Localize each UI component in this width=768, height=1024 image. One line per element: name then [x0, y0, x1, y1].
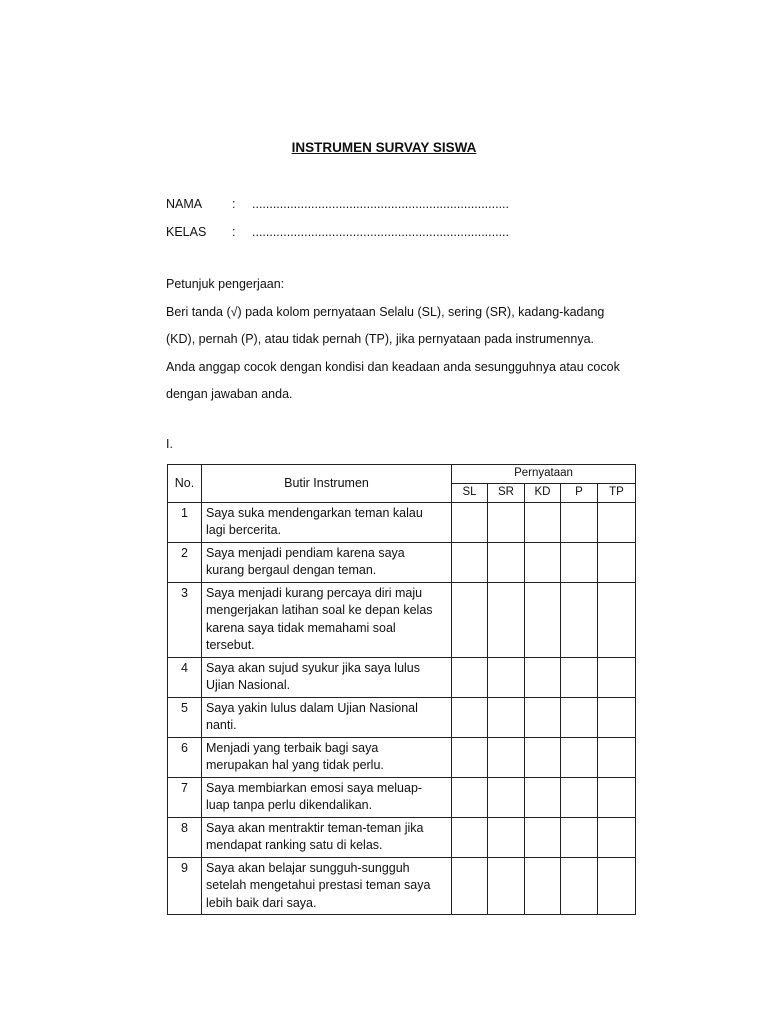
item-statement [202, 817, 452, 857]
answer-cell-sr[interactable] [488, 542, 525, 582]
answer-cell-sr[interactable] [488, 697, 525, 737]
header-choice-p: P [561, 483, 598, 502]
answer-cell-tp[interactable] [598, 777, 636, 817]
instructions-line: dengan jawaban anda. [166, 387, 293, 401]
item-statement-line: lebih baik dari saya. [206, 895, 317, 910]
header-choice-tp: TP [598, 483, 636, 502]
answer-cell-tp[interactable] [598, 697, 636, 737]
item-statement-line: tersebut. [206, 638, 255, 652]
answer-cell-sl[interactable] [452, 697, 488, 737]
header-choice-kd: KD [525, 483, 561, 502]
answer-cell-kd[interactable] [525, 817, 561, 857]
item-statement-line: setelah mengetahui prestasi teman saya [206, 878, 431, 892]
answer-cell-kd[interactable] [525, 657, 561, 697]
answer-cell-p[interactable] [561, 857, 598, 915]
answer-cell-kd[interactable] [525, 777, 561, 817]
name-blank: .......................................................................... [252, 197, 509, 211]
row-number: 6 [168, 737, 202, 777]
item-statement [202, 502, 452, 542]
row-number: 8 [168, 817, 202, 857]
class-field [166, 225, 509, 239]
answer-cell-p[interactable] [561, 817, 598, 857]
answer-cell-kd[interactable] [525, 737, 561, 777]
row-number: 2 [168, 542, 202, 582]
answer-cell-p[interactable] [561, 777, 598, 817]
item-statement-line: Ujian Nasional. [206, 678, 291, 692]
table-row [168, 502, 636, 542]
item-statement-line: merupakan hal yang tidak perlu. [206, 758, 384, 772]
instructions-heading: Petunjuk pengerjaan: [166, 277, 285, 291]
item-statement-line: Saya menjadi pendiam karena saya [206, 545, 405, 560]
answer-cell-tp[interactable] [598, 502, 636, 542]
table-row [168, 777, 636, 817]
table-row [168, 817, 636, 857]
answer-cell-kd[interactable] [525, 582, 561, 657]
answer-cell-kd[interactable] [525, 502, 561, 542]
item-statement-line: mengerjakan latihan soal ke depan kelas [206, 603, 433, 617]
item-statement-line: nanti. [206, 718, 237, 732]
answer-cell-sl[interactable] [452, 817, 488, 857]
answer-cell-sl[interactable] [452, 582, 488, 657]
item-statement-line: Menjadi yang terbaik bagi saya [206, 740, 379, 755]
item-statement-line: Saya akan mentraktir teman-teman jika [206, 820, 424, 835]
row-number: 9 [168, 857, 202, 915]
answer-cell-tp[interactable] [598, 817, 636, 857]
table-row [168, 737, 636, 777]
answer-cell-tp[interactable] [598, 542, 636, 582]
header-item: Butir Instrumen [202, 465, 452, 503]
item-statement-line: kurang bergaul dengan teman. [206, 563, 377, 577]
item-statement-line: Saya akan belajar sungguh-sungguh [206, 860, 410, 875]
answer-cell-tp[interactable] [598, 737, 636, 777]
table-row [168, 857, 636, 915]
answer-cell-sr[interactable] [488, 777, 525, 817]
answer-cell-p[interactable] [561, 697, 598, 737]
answer-cell-sl[interactable] [452, 502, 488, 542]
item-statement-line: Saya menjadi kurang percaya diri maju [206, 585, 423, 600]
item-statement-line: Saya suka mendengarkan teman kalau [206, 505, 423, 520]
answer-cell-tp[interactable] [598, 657, 636, 697]
survey-table [167, 464, 636, 915]
item-statement [202, 697, 452, 737]
answer-cell-sl[interactable] [452, 857, 488, 915]
row-number: 1 [168, 502, 202, 542]
answer-cell-tp[interactable] [598, 582, 636, 657]
row-number: 7 [168, 777, 202, 817]
table-row [168, 697, 636, 737]
row-number: 3 [168, 582, 202, 657]
name-label: NAMA [166, 197, 203, 211]
name-field [166, 197, 509, 211]
table-row [168, 657, 636, 697]
class-label: KELAS [166, 225, 207, 239]
answer-cell-p[interactable] [561, 502, 598, 542]
answer-cell-p[interactable] [561, 542, 598, 582]
name-colon: : [232, 197, 236, 211]
row-number: 4 [168, 657, 202, 697]
item-statement [202, 857, 452, 915]
class-blank: .......................................................................... [252, 225, 509, 239]
answer-cell-kd[interactable] [525, 857, 561, 915]
section-label: I. [166, 437, 173, 451]
instructions-line: Beri tanda (√) pada kolom pernyataan Selalu (SL), sering (SR), kadang-kadang [166, 304, 605, 319]
item-statement [202, 657, 452, 697]
answer-cell-kd[interactable] [525, 542, 561, 582]
instructions-line: Anda anggap cocok dengan kondisi dan keadaan anda sesungguhnya atau cocok [166, 359, 620, 374]
item-statement [202, 582, 452, 657]
header-choice-sr: SR [488, 483, 525, 502]
answer-cell-kd[interactable] [525, 697, 561, 737]
header-no: No. [168, 465, 202, 503]
row-number: 5 [168, 697, 202, 737]
item-statement-line: luap tanpa perlu dikendalikan. [206, 798, 373, 812]
header-statement: Pernyataan [452, 465, 636, 484]
instructions-line: (KD), pernah (P), atau tidak pernah (TP), jika pernyataan pada instrumennya. [166, 332, 594, 346]
item-statement [202, 737, 452, 777]
answer-cell-sl[interactable] [452, 542, 488, 582]
answer-cell-p[interactable] [561, 657, 598, 697]
item-statement-line: mendapat ranking satu di kelas. [206, 838, 383, 852]
item-statement-line: Saya akan sujud syukur jika saya lulus [206, 660, 421, 675]
answer-cell-p[interactable] [561, 737, 598, 777]
page-title: INSTRUMEN SURVAY SISWA [291, 140, 477, 155]
item-statement-line: Saya membiarkan emosi saya meluap- [206, 780, 423, 795]
answer-cell-tp[interactable] [598, 857, 636, 915]
answer-cell-sl[interactable] [452, 657, 488, 697]
answer-cell-sr[interactable] [488, 502, 525, 542]
answer-cell-sr[interactable] [488, 737, 525, 777]
item-statement-line: karena saya tidak memahami soal [206, 620, 396, 635]
instructions [166, 271, 646, 409]
item-statement [202, 542, 452, 582]
item-statement-line: Saya yakin lulus dalam Ujian Nasional [206, 700, 418, 715]
class-colon: : [232, 225, 236, 239]
answer-cell-sl[interactable] [452, 737, 488, 777]
table-row [168, 542, 636, 582]
item-statement [202, 777, 452, 817]
answer-cell-sr[interactable] [488, 657, 525, 697]
answer-cell-sl[interactable] [452, 777, 488, 817]
answer-cell-sr[interactable] [488, 817, 525, 857]
item-statement-line: lagi bercerita. [206, 523, 282, 537]
table-row [168, 582, 636, 657]
answer-cell-sr[interactable] [488, 582, 525, 657]
answer-cell-p[interactable] [561, 582, 598, 657]
answer-cell-sr[interactable] [488, 857, 525, 915]
header-choice-sl: SL [452, 483, 488, 502]
